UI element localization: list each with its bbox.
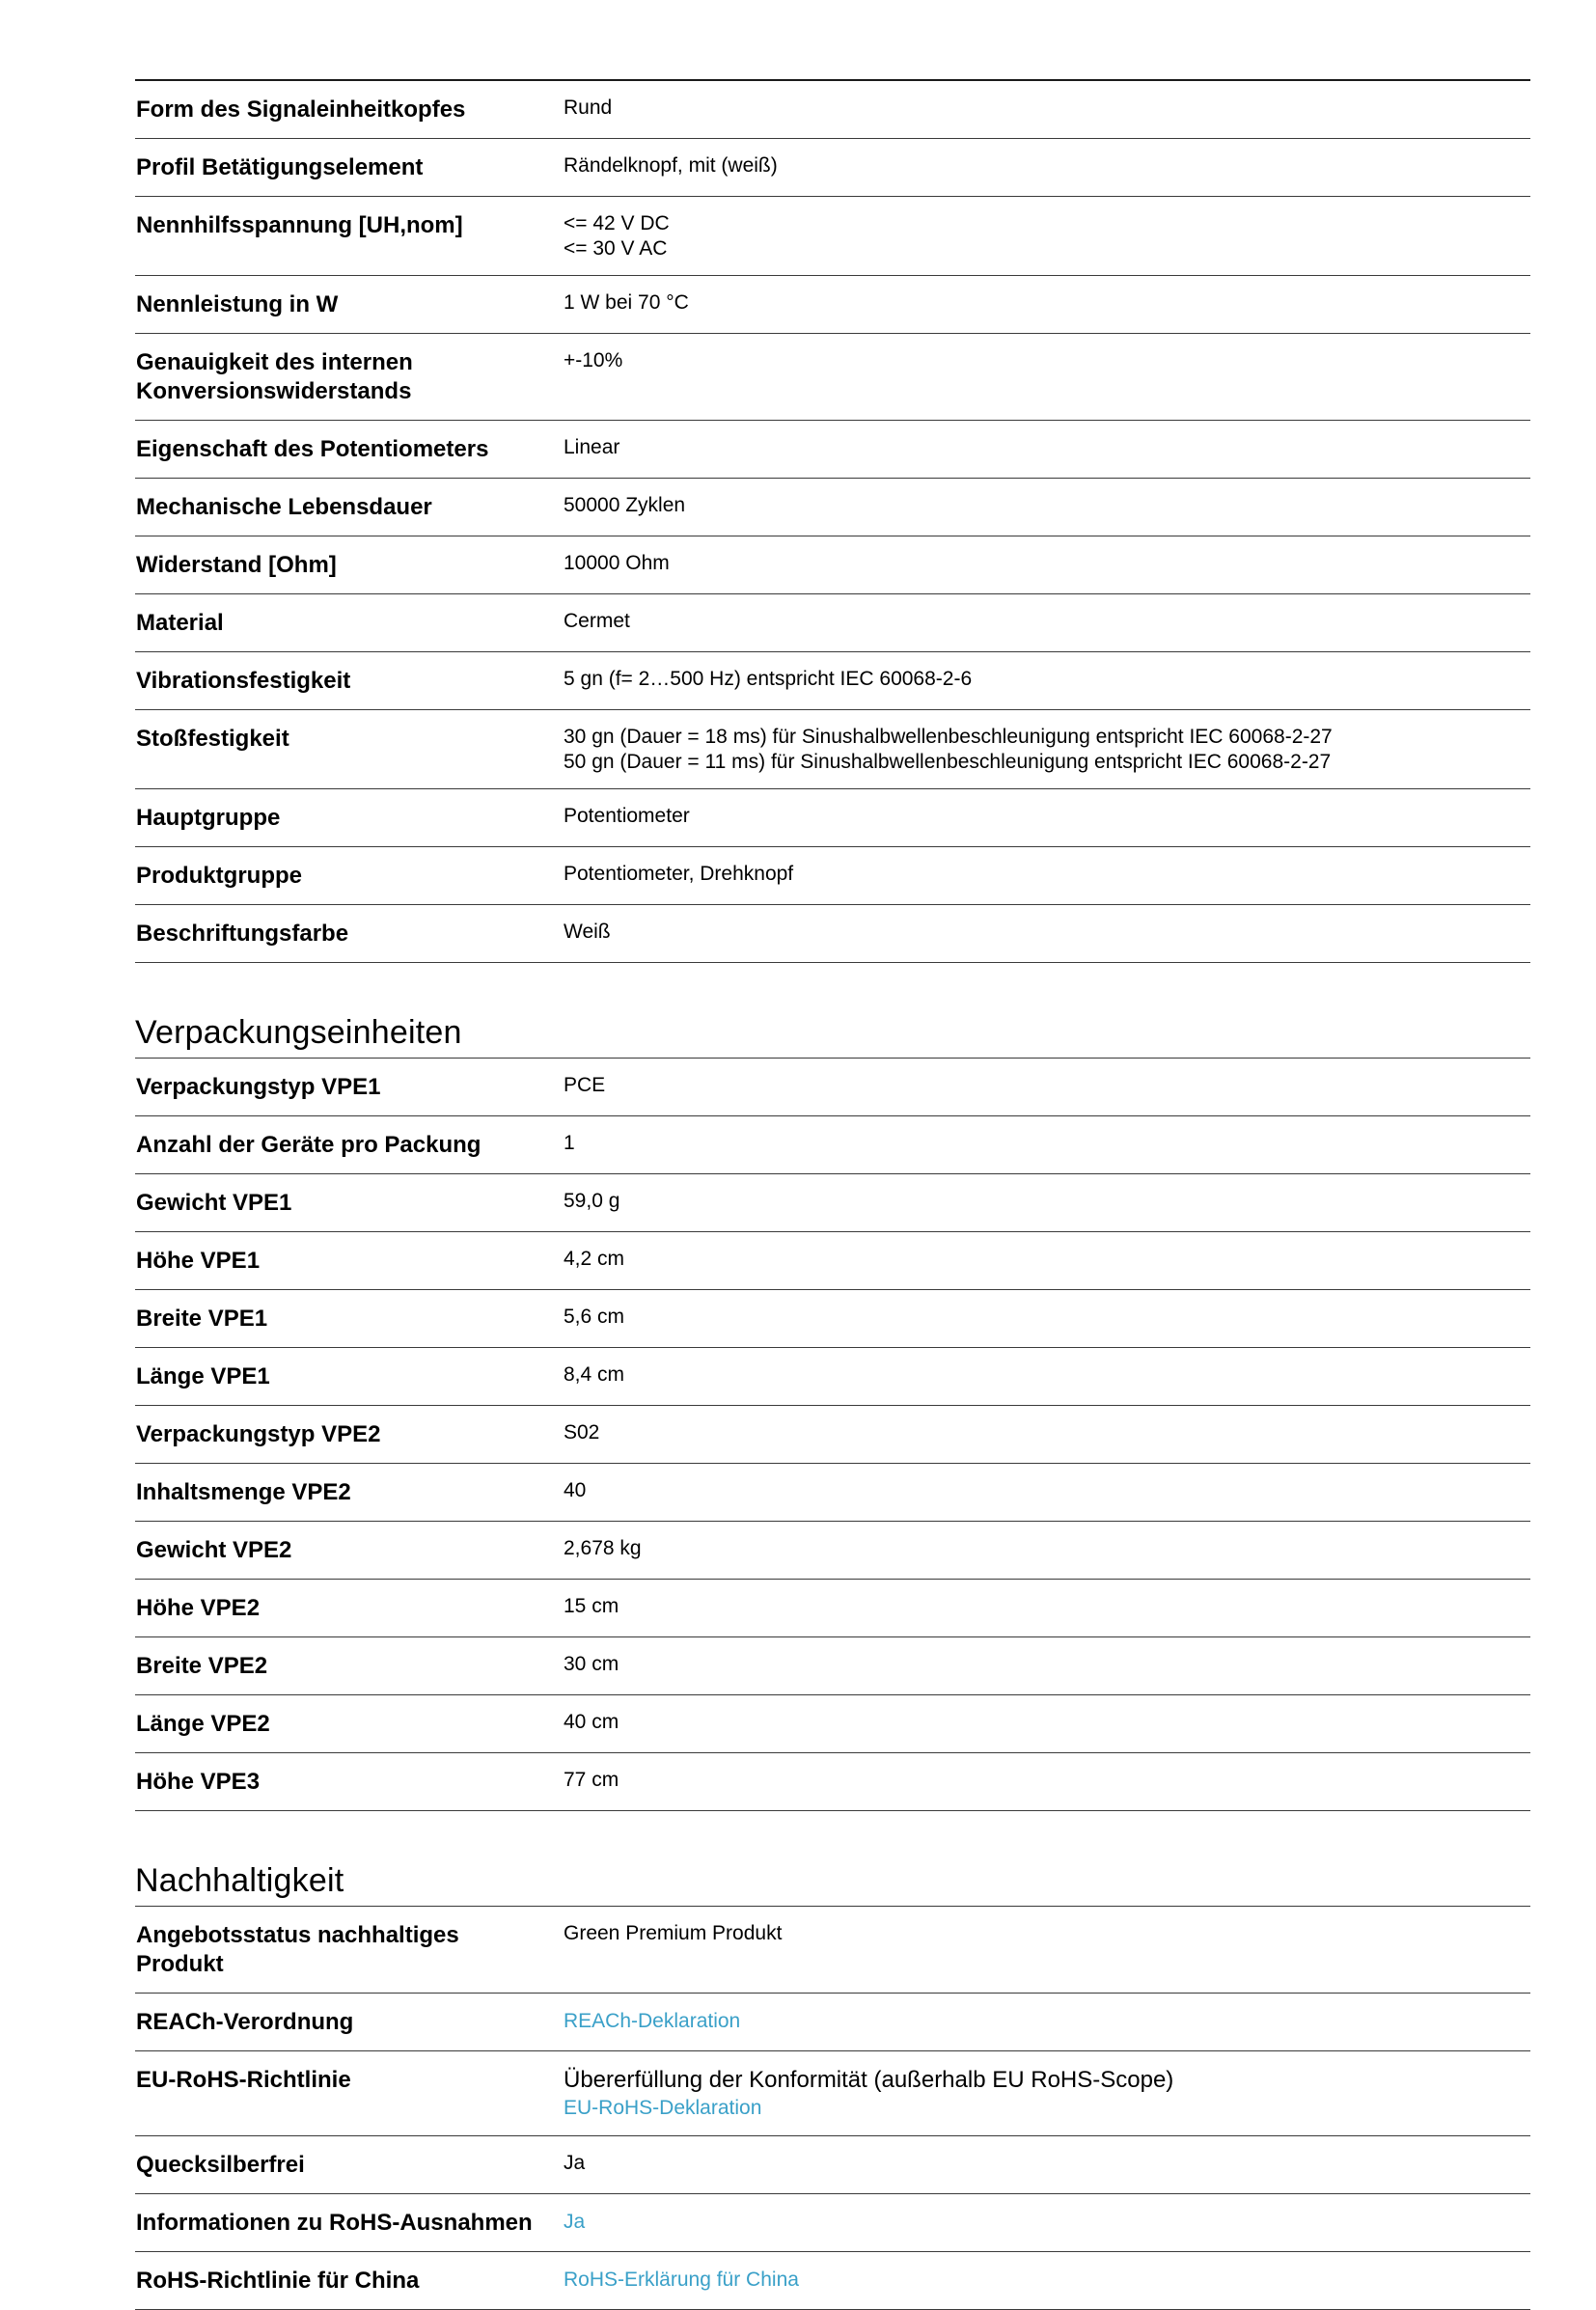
spec-row (135, 139, 1530, 197)
spec-row (135, 1637, 1530, 1695)
spec-value-line: <= 30 V AC (564, 237, 668, 260)
spec-row (135, 847, 1530, 905)
spec-value (563, 789, 1530, 847)
spec-label: Gewicht VPE1 (135, 1174, 563, 1232)
spec-label: Höhe VPE1 (135, 1232, 563, 1290)
technical-spec-table (135, 79, 1530, 963)
spec-value-line: Potentiometer (564, 805, 690, 827)
spec-value-line: 30 gn (Dauer = 18 ms) für Sinushalbwellenbeschleunigung entspricht IEC 60068-2-27 (564, 726, 1333, 748)
spec-row (135, 1348, 1530, 1406)
spec-value-line: Cermet (564, 610, 630, 632)
spec-label: Höhe VPE2 (135, 1580, 563, 1637)
spec-label: Nennhilfsspannung [UH,nom] (135, 197, 563, 276)
spec-label: Profil Betätigungselement (135, 139, 563, 197)
spec-value (563, 1637, 1530, 1695)
spec-value-line: 30 cm (564, 1653, 619, 1675)
spec-value (563, 1522, 1530, 1580)
spec-value-line: Linear (564, 436, 620, 458)
spec-row (135, 789, 1530, 847)
spec-row (135, 1753, 1530, 1811)
spec-value (563, 1753, 1530, 1811)
spec-value-line: 2,678 kg (564, 1537, 642, 1559)
spec-value-line: 15 cm (564, 1595, 619, 1617)
spec-value (563, 1464, 1530, 1522)
spec-row (135, 1907, 1530, 1994)
spec-value (563, 905, 1530, 963)
spec-row (135, 905, 1530, 963)
spec-value-line: Weiß (564, 921, 611, 943)
spec-value-line: 8,4 cm (564, 1363, 625, 1386)
spec-value-line: 4,2 cm (564, 1248, 625, 1270)
spec-value (563, 1290, 1530, 1348)
spec-value-line: 50 gn (Dauer = 11 ms) für Sinushalbwellenbeschleunigung entspricht IEC 60068-2-27 (564, 751, 1332, 773)
spec-label: Anzahl der Geräte pro Packung (135, 1116, 563, 1174)
spec-value-line: 77 cm (564, 1769, 619, 1791)
spec-label: Breite VPE2 (135, 1637, 563, 1695)
packaging-section (135, 1013, 1530, 1811)
spec-value-line: 5 gn (f= 2…500 Hz) entspricht IEC 60068-2-6 (564, 668, 973, 690)
spec-value-line: +-10% (564, 349, 623, 371)
spec-value-line: Rund (564, 96, 613, 119)
spec-label: Verpackungstyp VPE2 (135, 1406, 563, 1464)
spec-row (135, 1580, 1530, 1637)
spec-value (563, 2051, 1530, 2136)
spec-row (135, 276, 1530, 334)
spec-value-line: 1 W bei 70 °C (564, 291, 689, 314)
spec-value (563, 479, 1530, 536)
spec-value-line: S02 (564, 1421, 600, 1444)
spec-value-line: Rändelknopf, mit (weiß) (564, 154, 778, 177)
spec-label: Gewicht VPE2 (135, 1522, 563, 1580)
spec-value (563, 1580, 1530, 1637)
spec-row (135, 536, 1530, 594)
spec-value-line: Ja (564, 2152, 586, 2174)
document-link[interactable]: Ja (564, 2211, 586, 2233)
spec-label: Verpackungstyp VPE1 (135, 1059, 563, 1116)
spec-value (563, 594, 1530, 652)
spec-value-line: 5,6 cm (564, 1306, 625, 1328)
spec-row (135, 1522, 1530, 1580)
spec-row (135, 2136, 1530, 2194)
spec-label: Eigenschaft des Potentiometers (135, 421, 563, 479)
spec-label: Genauigkeit des internen Konversionswiderstands (135, 334, 563, 421)
spec-value (563, 2252, 1530, 2310)
spec-label: Inhaltsmenge VPE2 (135, 1464, 563, 1522)
spec-label: Widerstand [Ohm] (135, 536, 563, 594)
packaging-table (135, 1058, 1530, 1811)
spec-value-line: Übererfüllung der Konformität (außerhalb EU RoHS-Scope) (564, 2067, 1174, 2093)
spec-label: Form des Signaleinheitkopfes (135, 80, 563, 139)
spec-label: Mechanische Lebensdauer (135, 479, 563, 536)
spec-row (135, 2194, 1530, 2252)
spec-value-line: Potentiometer, Drehknopf (564, 863, 794, 885)
spec-value (563, 2136, 1530, 2194)
spec-label: Länge VPE2 (135, 1695, 563, 1753)
spec-row (135, 80, 1530, 139)
spec-label: Länge VPE1 (135, 1348, 563, 1406)
spec-value (563, 1907, 1530, 1994)
spec-row (135, 594, 1530, 652)
spec-value-line: PCE (564, 1074, 606, 1096)
spec-value (563, 139, 1530, 197)
spec-value (563, 80, 1530, 139)
spec-row (135, 1994, 1530, 2051)
document-link[interactable]: RoHS-Erklärung für China (564, 2269, 799, 2291)
spec-label: Vibrationsfestigkeit (135, 652, 563, 710)
spec-row (135, 2252, 1530, 2310)
sustainability-section (135, 1861, 1530, 2310)
spec-row (135, 652, 1530, 710)
document-link[interactable]: REACh-Deklaration (564, 2010, 741, 2032)
spec-row (135, 1116, 1530, 1174)
spec-label: EU-RoHS-Richtlinie (135, 2051, 563, 2136)
spec-value (563, 1174, 1530, 1232)
packaging-title: Verpackungseinheiten (135, 1014, 462, 1051)
spec-value-line: 10000 Ohm (564, 552, 670, 574)
spec-row (135, 710, 1530, 789)
spec-value-line: 40 (564, 1479, 587, 1501)
spec-value (563, 1116, 1530, 1174)
spec-value-line: 59,0 g (564, 1190, 620, 1212)
spec-label: Angebotsstatus nachhaltiges Produkt (135, 1907, 563, 1994)
spec-row (135, 1464, 1530, 1522)
spec-label: Höhe VPE3 (135, 1753, 563, 1811)
spec-value (563, 1994, 1530, 2051)
spec-value (563, 334, 1530, 421)
spec-value (563, 1695, 1530, 1753)
spec-row (135, 421, 1530, 479)
spec-value-line: 50000 Zyklen (564, 494, 686, 516)
spec-label: Breite VPE1 (135, 1290, 563, 1348)
spec-value-line: 1 (564, 1132, 575, 1154)
spec-value (563, 710, 1530, 789)
spec-row (135, 334, 1530, 421)
spec-value (563, 536, 1530, 594)
spec-label: Material (135, 594, 563, 652)
spec-label: REACh-Verordnung (135, 1994, 563, 2051)
spec-row (135, 1059, 1530, 1116)
spec-value (563, 1232, 1530, 1290)
spec-value (563, 652, 1530, 710)
spec-label: Produktgruppe (135, 847, 563, 905)
datasheet-page (135, 79, 1530, 2310)
spec-label: Hauptgruppe (135, 789, 563, 847)
document-link[interactable]: EU-RoHS-Deklaration (564, 2097, 762, 2119)
spec-row (135, 2051, 1530, 2136)
spec-value (563, 276, 1530, 334)
spec-row (135, 1232, 1530, 1290)
spec-label: Quecksilberfrei (135, 2136, 563, 2194)
spec-value (563, 1406, 1530, 1464)
spec-row (135, 1290, 1530, 1348)
spec-label: RoHS-Richtlinie für China (135, 2252, 563, 2310)
spec-value (563, 421, 1530, 479)
spec-row (135, 1406, 1530, 1464)
spec-row (135, 1174, 1530, 1232)
spec-label: Informationen zu RoHS-Ausnahmen (135, 2194, 563, 2252)
sustainability-table (135, 1906, 1530, 2310)
spec-label: Beschriftungsfarbe (135, 905, 563, 963)
spec-label: Nennleistung in W (135, 276, 563, 334)
sustainability-title: Nachhaltigkeit (135, 1862, 344, 1899)
spec-value-line: <= 42 V DC (564, 212, 670, 234)
spec-value (563, 847, 1530, 905)
spec-row (135, 479, 1530, 536)
spec-value (563, 197, 1530, 276)
spec-row (135, 1695, 1530, 1753)
spec-value-line: 40 cm (564, 1711, 619, 1733)
spec-value (563, 1059, 1530, 1116)
spec-value (563, 2194, 1530, 2252)
spec-label: Stoßfestigkeit (135, 710, 563, 789)
spec-row (135, 197, 1530, 276)
spec-value-line: Green Premium Produkt (564, 1922, 783, 1944)
spec-value (563, 1348, 1530, 1406)
